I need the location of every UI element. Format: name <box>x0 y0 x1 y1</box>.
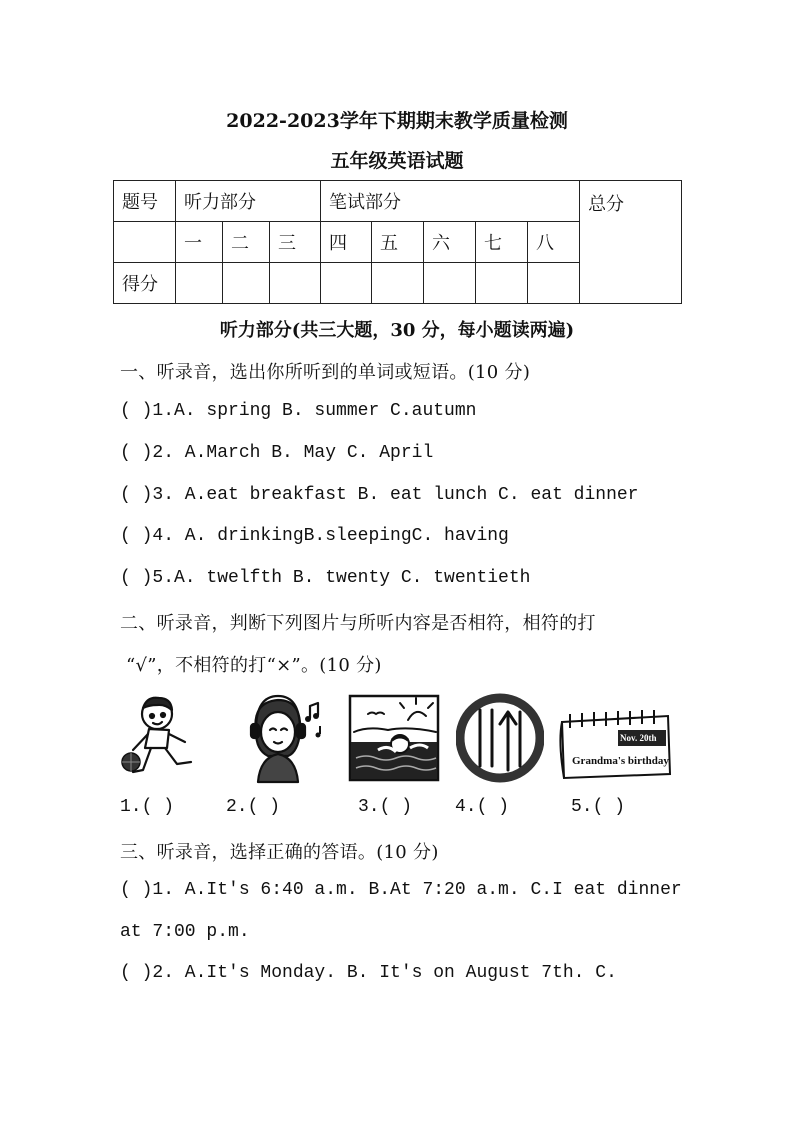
calendar-text: Grandma's birthday <box>572 755 669 767</box>
answer-4: 4.( ) <box>455 797 510 817</box>
exam-subtitle: 五年级英语试题 <box>330 150 464 172</box>
calendar-image <box>556 692 676 784</box>
basketball-boy-image <box>115 692 207 784</box>
exam-title: 2022-2023学年下期期末教学质量检测 <box>226 110 568 132</box>
header-listening: 听力部分 <box>176 181 321 222</box>
score-cell[interactable] <box>372 263 424 304</box>
question-1-4: ( )4. A. drinkingB.sleepingC. having <box>120 526 509 546</box>
score-table <box>113 180 682 304</box>
score-label: 得分 <box>114 263 176 304</box>
question-1-5: ( )5.A. twelfth B. twenty C. twentieth <box>120 568 531 588</box>
score-cell[interactable] <box>270 263 321 304</box>
girl-music-image <box>238 692 330 784</box>
score-cell[interactable] <box>223 263 270 304</box>
score-cell[interactable] <box>528 263 580 304</box>
section1-heading: 一、听录音，选出你所听到的单词或短语。(10 分) <box>120 362 531 383</box>
blank-cell <box>114 222 176 263</box>
col-label: 二 <box>223 222 270 263</box>
col-label: 一 <box>176 222 223 263</box>
question-1-3: ( )3. A.eat breakfast B. eat lunch C. eat dinner <box>120 485 639 505</box>
col-label: 三 <box>270 222 321 263</box>
score-cell[interactable] <box>321 263 372 304</box>
header-written: 笔试部分 <box>321 181 580 222</box>
answer-3: 3.( ) <box>358 797 413 817</box>
question-1-2: ( )2. A.March B. May C. April <box>120 443 434 463</box>
score-cell[interactable] <box>176 263 223 304</box>
answer-5: 5.( ) <box>571 797 626 817</box>
question-3-1-line2: at 7:00 p.m. <box>120 922 250 942</box>
arrow-sign-image <box>456 692 544 784</box>
section3-heading: 三、听录音，选择正确的答语。(10 分) <box>120 842 439 863</box>
answer-2: 2.( ) <box>226 797 281 817</box>
question-1-1: ( )1.A. spring B. summer C.autumn <box>120 401 477 421</box>
score-cell[interactable] <box>476 263 528 304</box>
listening-heading: 听力部分(共三大题，30 分，每小题读两遍) <box>219 320 575 341</box>
swimming-image <box>348 692 440 784</box>
header-question-no: 题号 <box>114 181 176 222</box>
col-label: 四 <box>321 222 372 263</box>
section2-heading-2: “√”，不相符的打“×”。(10 分) <box>126 655 382 676</box>
calendar-date: Nov. 20th <box>620 733 657 743</box>
col-label: 八 <box>528 222 580 263</box>
question-3-1-line1: ( )1. A.It's 6:40 a.m. B.At 7:20 a.m. C.I eat dinner <box>120 880 682 900</box>
score-cell[interactable] <box>424 263 476 304</box>
col-label: 五 <box>372 222 424 263</box>
answer-1: 1.( ) <box>120 797 175 817</box>
header-total: 总分 <box>580 181 682 304</box>
col-label: 七 <box>476 222 528 263</box>
col-label: 六 <box>424 222 476 263</box>
section2-heading-1: 二、听录音，判断下列图片与所听内容是否相符，相符的打 <box>120 613 596 634</box>
question-3-2-line1: ( )2. A.It's Monday. B. It's on August 7th. C. <box>120 963 617 983</box>
